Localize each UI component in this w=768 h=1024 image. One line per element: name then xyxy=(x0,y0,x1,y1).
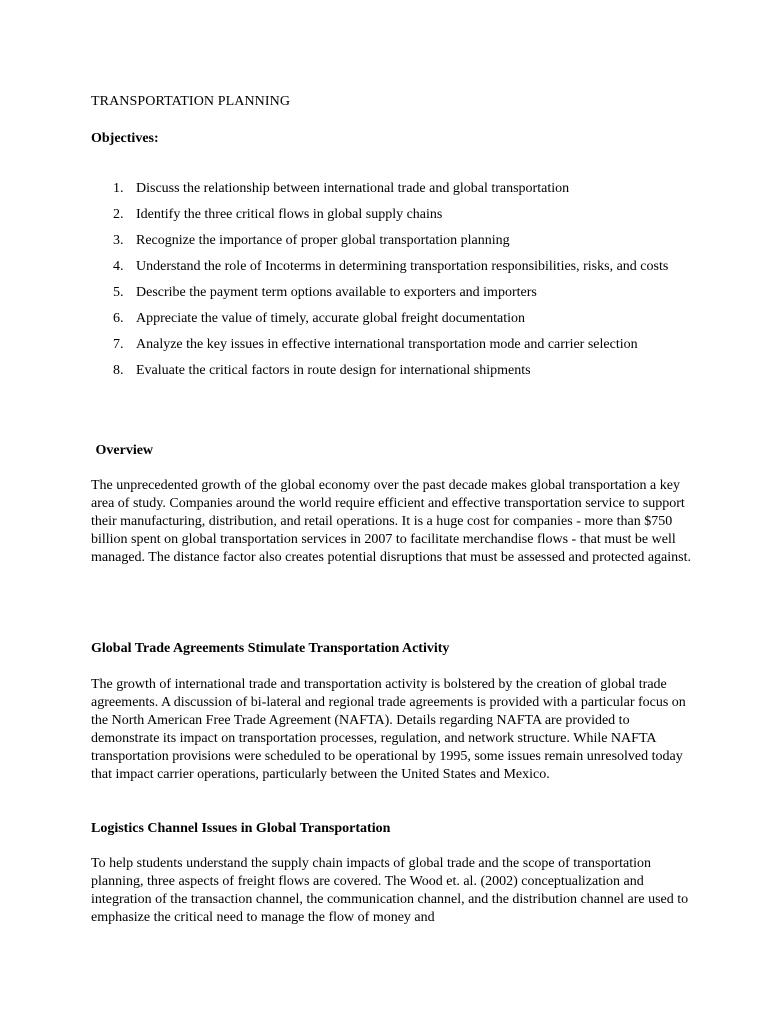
list-item xyxy=(0,310,768,328)
logistics-channel-paragraph: To help students understand the supply chain impacts of global trade and the scope of transportation planning, three aspects of freight flows are covered. The Wood et. al. (2002) conceptualization and integration of the transaction channel, the communication channel, and the distribution channel are used to emphasize the critical need to manage the flow of money and xyxy=(91,856,689,925)
list-item-text: Analyze the key issues in effective international transportation mode and carrier selection xyxy=(136,337,638,352)
list-item-text: Understand the role of Incoterms in determining transportation responsibilities, risks, and costs xyxy=(136,259,669,274)
list-item xyxy=(0,336,768,354)
list-item xyxy=(0,232,768,250)
list-item-text: Evaluate the critical factors in route design for international shipments xyxy=(136,363,531,378)
document-title: TRANSPORTATION PLANNING xyxy=(91,94,291,109)
list-item-number: 1. xyxy=(113,181,124,196)
list-item-text: Appreciate the value of timely, accurate global freight documentation xyxy=(136,311,525,326)
list-item-text: Describe the payment term options available to exporters and importers xyxy=(136,285,537,300)
list-item-number: 2. xyxy=(113,207,124,222)
list-item-number: 8. xyxy=(113,363,124,378)
list-item xyxy=(0,284,768,302)
logistics-channel-heading: Logistics Channel Issues in Global Transportation xyxy=(91,821,391,836)
objectives-list xyxy=(0,180,768,388)
list-item xyxy=(0,258,768,276)
list-item-text: Identify the three critical flows in global supply chains xyxy=(136,207,443,222)
list-item xyxy=(0,362,768,380)
list-item-number: 6. xyxy=(113,311,124,326)
list-item-text: Discuss the relationship between international trade and global transportation xyxy=(136,181,570,196)
trade-agreements-paragraph: The growth of international trade and transportation activity is bolstered by the creation of global trade agreements. A discussion of bi-lateral and regional trade agreements is provided with a particular focus on the North American Free Trade Agreement (NAFTA). Details regarding NAFTA are provided to demonstrate its impact on transportation processes, regulation, and network structure. While NAFTA transportation provisions were scheduled to be operational by 1995, some issues remain unresolved today that impact carrier operations, particularly between the United States and Mexico. xyxy=(91,677,686,782)
overview-paragraph: The unprecedented growth of the global economy over the past decade makes global transportation a key area of study. Companies around the world require efficient and effective transportation service to support their manufacturing, distribution, and retail operations. It is a huge cost for companies - more than $750 billion spent on global transportation services in 2007 to facilitate merchandise flows - that must be well managed. The distance factor also creates potential disruptions that must be assessed and protected against. xyxy=(91,478,691,565)
list-item-number: 4. xyxy=(113,259,124,274)
list-item xyxy=(0,180,768,198)
list-item-number: 5. xyxy=(113,285,124,300)
list-item-number: 3. xyxy=(113,233,124,248)
overview-heading: Overview xyxy=(92,443,154,458)
list-item-number: 7. xyxy=(113,337,124,352)
list-item-text: Recognize the importance of proper global transportation planning xyxy=(136,233,510,248)
objectives-heading: Objectives: xyxy=(91,131,159,146)
trade-agreements-heading: Global Trade Agreements Stimulate Transportation Activity xyxy=(91,641,450,656)
list-item xyxy=(0,206,768,224)
